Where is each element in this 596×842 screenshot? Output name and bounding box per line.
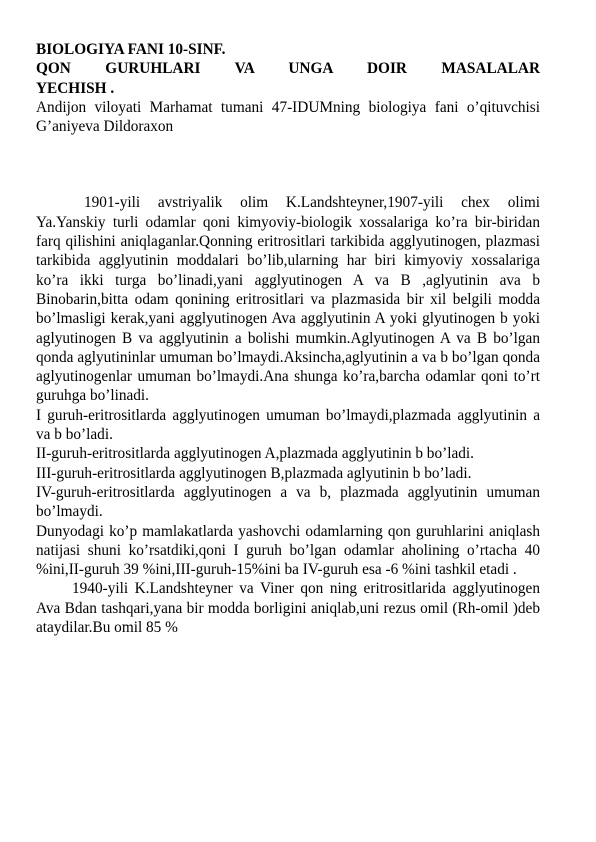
author-line: Andijon viloyati Marhamat tumani 47-IDUMning biologiya fani o’qituvchisi G’aniyeva Dildoraxon [36,98,540,136]
document-title-line-3: YECHISH . [36,79,115,97]
paragraph-group-3: III-guruh-eritrositlarda agglyutinogen B,plazmada aglyutinin b bo’ladi. [36,464,472,482]
paragraph-group-2: II-guruh-eritrositlarda agglyutinogen A,plazmada agglyutinin b bo’ladi. [36,445,474,463]
document-title-line-1: BIOLOGIYA FANI 10-SINF. [36,41,226,58]
paragraph-rhesus: 1940-yili K.Landshteyner va Viner qon ning eritrositlarida agglyutinogen Ava Bdan tashqari,yana bir modda borligini aniqlab,uni rezus omil (Rh-omil )deb ataydilar.Bu omil 85 % [36,580,540,637]
document-title-line-2: QON GURUHLARI VA UNGA DOIR MASALALAR [36,60,540,78]
spacer [36,136,540,193]
document-page [36,40,540,637]
paragraph-group-4: IV-guruh-eritrositlarda agglyutinogen a va b, plazmada agglyutinin umuman bo’lmaydi. [36,483,540,521]
paragraph-statistics: Dunyodagi ko’p mamlakatlarda yashovchi odamlarning qon guruhlarini aniqlash natijasi shuni ko’rsatdiki,qoni I guruh bo’lgan odamlar aholining o’rtacha 40 %ini,II-guruh 39 %ini,III-guruh-15%ini ba IV-guruh esa -6 %ini tashkil etadi . [36,522,540,579]
paragraph-group-1: I guruh-eritrositlarda agglyutinogen umuman bo’lmaydi,plazmada agglyutinin a va b bo’ladi. [36,406,540,444]
paragraph-history: 1901-yili avstriyalik olim K.Landshteyner,1907-yili chex olimi Ya.Yanskiy turli odamlar qoni kimyoviy-biologik xossalariga ko’ra bir-biridan farq qilishini aniqlaganlar.Qonning eritrositlari tarkibida agglyutinogen, plazmasi tarkibida agglyutinin moddalari bo’lib,ularning har biri kimyoviy xossalariga ko’ra ikki turga bo’linadi,yani agglyutinogen A va B ,aglyutinin ava b Binobarin,bitta odam qonining eritrositlari va plazmasida bir xil belgili modda bo’lmasligi kerak,yani agglyutinogen Ava agglyutinin A yoki glyutinogen b yoki aglyutinogen B va agglyutinin a bolishi mumkin.Aglyutinogen A va B bo’lgan qonda aglyutininlar umuman bo’lmaydi.Aksincha,aglyutinin a va b bo’lgan qonda aglyutinogenlar umuman bo’lmaydi.Ana shunga ko’ra,barcha odamlar qoni to’rt guruhga bo’linadi. [36,194,540,405]
